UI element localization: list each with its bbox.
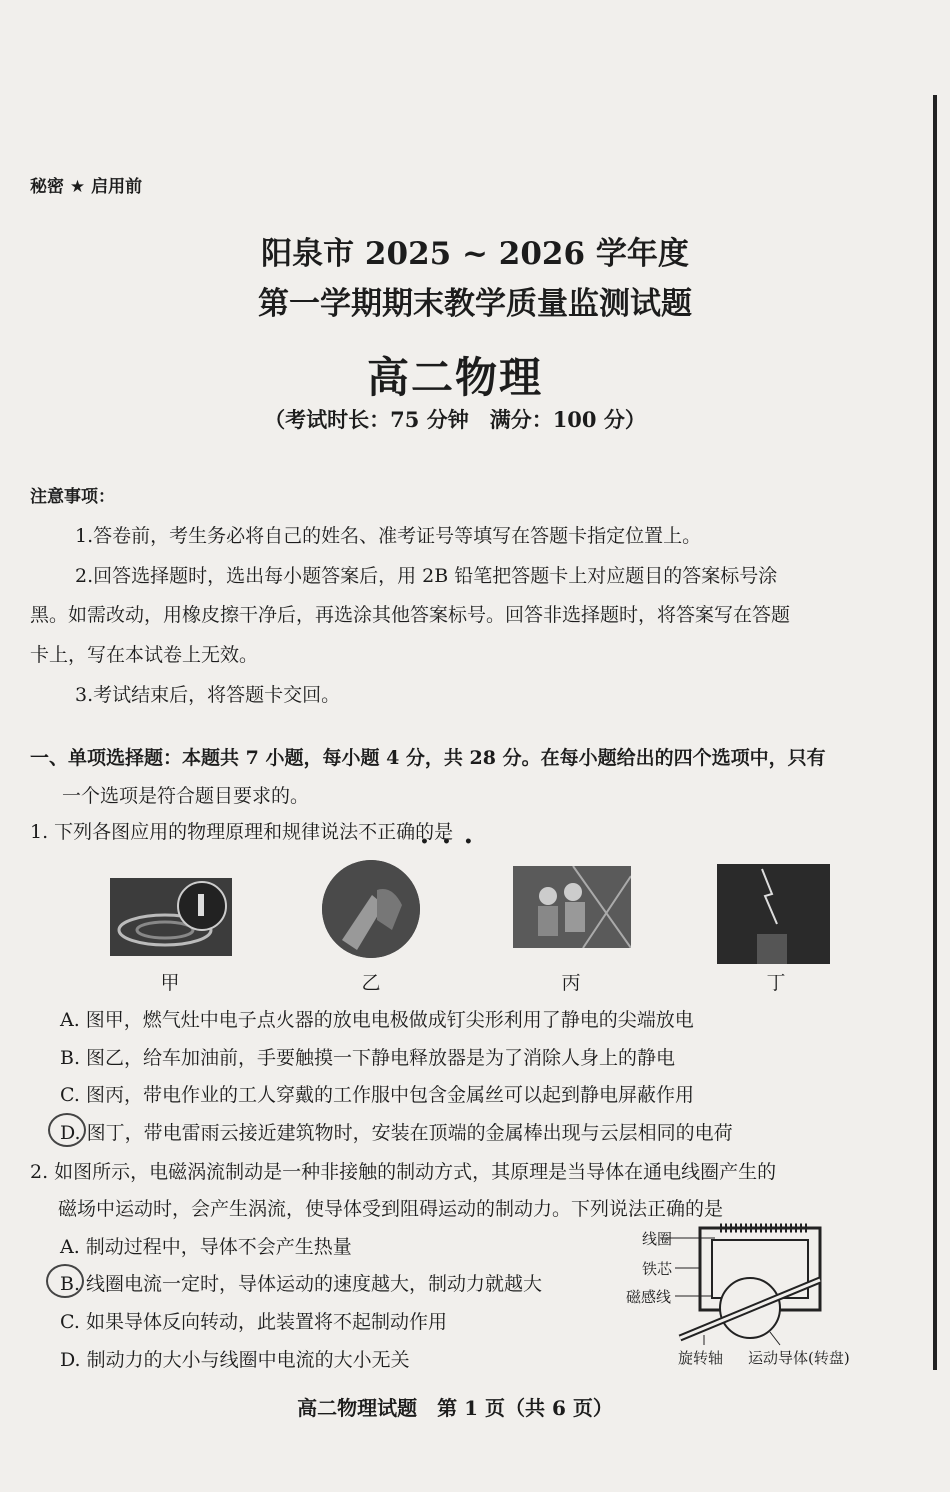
figure-label-jia: 甲 bbox=[160, 972, 180, 994]
eddy-current-diagram bbox=[620, 1220, 880, 1370]
q1-option-d: D. 图丁，带电雷雨云接近建筑物时，安装在顶端的金属棒出现与云层相同的电荷 bbox=[60, 1122, 733, 1144]
title-line-1: 阳泉市 2025 ~ 2026 学年度 bbox=[261, 236, 689, 272]
notice-line-2c: 卡上，写在本试卷上无效。 bbox=[30, 644, 259, 666]
figure-label-yi: 乙 bbox=[361, 972, 381, 994]
q1-option-b: B. 图乙，给车加油前，手要触摸一下静电释放器是为了消除人身上的静电 bbox=[60, 1047, 676, 1069]
figure-label-ding: 丁 bbox=[766, 972, 786, 994]
exam-info: （考试时长：75 分钟 满分：100 分） bbox=[264, 407, 646, 432]
q2-stem-1: 2. 如图所示，电磁涡流制动是一种非接触的制动方式，其原理是当导体在通电线圈产生的 bbox=[30, 1161, 777, 1183]
subject-title: 高二物理 bbox=[366, 353, 543, 402]
title-line-2: 第一学期期末教学质量监测试题 bbox=[258, 286, 692, 322]
q2-option-c: C. 如果导体反向转动，此装置将不起制动作用 bbox=[60, 1311, 447, 1333]
handwritten-circle-mark-2 bbox=[46, 1264, 84, 1298]
notice-line-2b: 黑。如需改动，用橡皮擦干净后，再选涂其他答案标号。回答非选择题时，将答案写在答题 bbox=[30, 604, 791, 626]
notice-line-2a: 2.回答选择题时，选出每小题答案后，用 2B 铅笔把答题卡上对应题目的答案标号涂 bbox=[75, 565, 778, 587]
diagram-label-coil: 线圈 bbox=[642, 1230, 673, 1248]
q1-stem: 1. 下列各图应用的物理原理和规律说法不正确的是 bbox=[30, 821, 454, 843]
diagram-label-core: 铁芯 bbox=[642, 1260, 673, 1278]
q2-option-b: B. 线圈电流一定时，导体运动的速度越大，制动力就越大 bbox=[60, 1273, 543, 1295]
notice-line-1: 1.答卷前，考生务必将自己的姓名、准考证号等填写在答题卡指定位置上。 bbox=[75, 525, 702, 547]
q2-option-d: D. 制动力的大小与线圈中电流的大小无关 bbox=[60, 1349, 410, 1371]
notice-line-3: 3.考试结束后，将答题卡交回。 bbox=[75, 684, 341, 706]
section-1-heading-cont: 一个选项是符合题目要求的。 bbox=[62, 785, 310, 807]
q1-option-c: C. 图丙，带电作业的工人穿戴的工作服中包含金属丝可以起到静电屏蔽作用 bbox=[60, 1084, 694, 1106]
figure-ding-lightning bbox=[717, 864, 830, 964]
q1-option-a: A. 图甲，燃气灶中电子点火器的放电电极做成钉尖形利用了静电的尖端放电 bbox=[60, 1009, 694, 1031]
handwritten-circle-mark bbox=[48, 1113, 86, 1147]
confidential-mark: 秘密 ★ 启用前 bbox=[30, 177, 143, 197]
emphasis-dots: ••• bbox=[420, 834, 486, 850]
figure-jia-stove bbox=[110, 878, 232, 956]
q2-stem-2: 磁场中运动时，会产生涡流，使导体受到阻碍运动的制动力。下列说法正确的是 bbox=[58, 1198, 724, 1220]
figure-label-bing: 丙 bbox=[561, 972, 581, 994]
section-1-heading: 一、单项选择题：本题共 7 小题，每小题 4 分，共 28 分。在每小题给出的四个选项中，只有 bbox=[30, 747, 826, 769]
diagram-label-shaft: 旋转轴 bbox=[678, 1349, 724, 1367]
diagram-label-field-lines: 磁感线 bbox=[626, 1288, 672, 1306]
figure-yi-hand bbox=[322, 860, 420, 958]
q2-option-a: A. 制动过程中，导体不会产生热量 bbox=[60, 1236, 352, 1258]
notice-heading: 注意事项： bbox=[30, 487, 115, 507]
figure-bing-workers bbox=[513, 866, 631, 948]
diagram-label-conductor: 运动导体(转盘) bbox=[748, 1349, 850, 1367]
page-footer: 高二物理试题 第 1 页（共 6 页） bbox=[297, 1396, 613, 1420]
